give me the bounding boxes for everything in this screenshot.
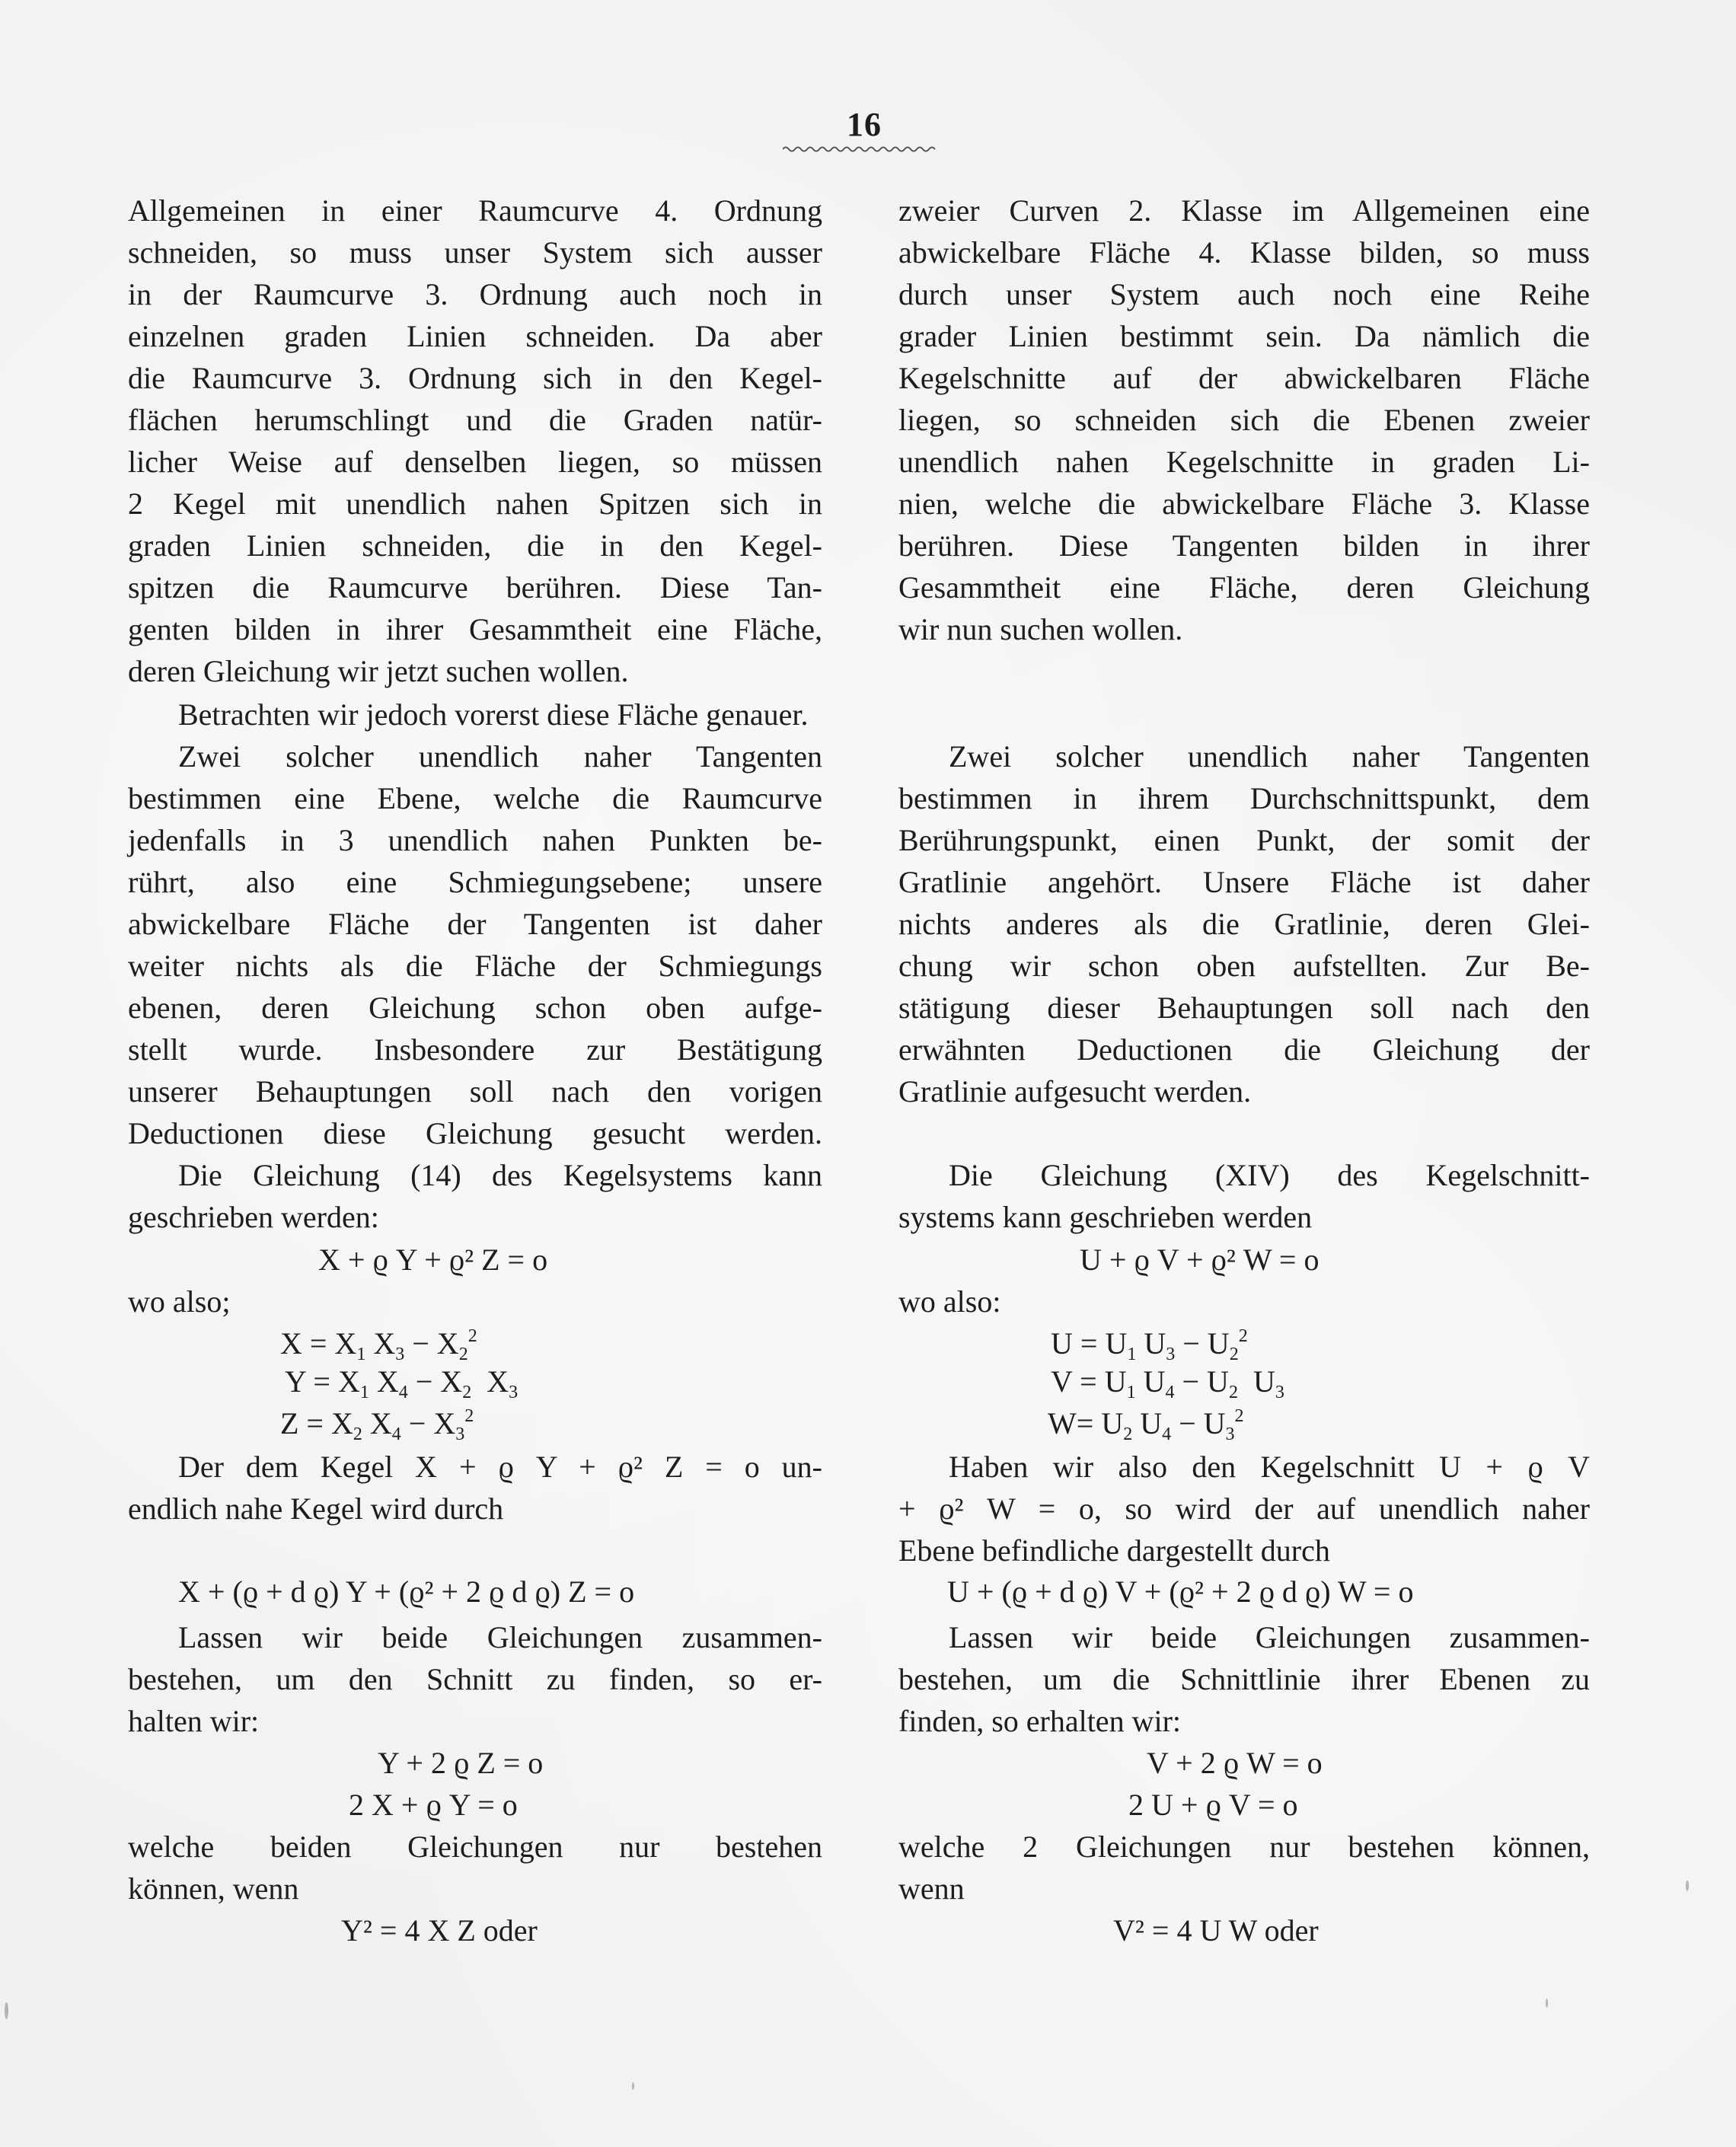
page-number: 16 bbox=[847, 106, 882, 143]
equation-system-2: 2 X + ϱ Y = o bbox=[349, 1788, 518, 1822]
text-line: bestehen, um die Schnittlinie ihrer Ebenen zu bbox=[898, 1662, 1590, 1696]
text-line: wo also; bbox=[128, 1284, 231, 1319]
text-line: Zwei solcher unendlich naher Tangenten bbox=[949, 739, 1590, 774]
text-line: grader Linien bestimmt sein. Da nämlich die bbox=[898, 319, 1590, 353]
equation-system-2: 2 U + ϱ V = o bbox=[1128, 1788, 1298, 1822]
text-line: Lassen wir beide Gleichungen zusammen- bbox=[949, 1620, 1590, 1654]
text-line: die Raumcurve 3. Ordnung sich in den Kegel- bbox=[128, 361, 822, 395]
text-line: spitzen die Raumcurve berühren. Diese Tan- bbox=[128, 570, 822, 605]
text-line: unendlich nahen Kegelschnitte in graden Li- bbox=[898, 445, 1590, 479]
text-line: Kegelschnitte auf der abwickelbaren Fläche bbox=[898, 361, 1590, 395]
text-line: können, wenn bbox=[128, 1871, 299, 1906]
text-line: welche beiden Gleichungen nur bestehen bbox=[128, 1830, 822, 1864]
text-line: welche 2 Gleichungen nur bestehen können, bbox=[898, 1830, 1590, 1864]
text-line: nichts anderes als die Gratlinie, deren Glei- bbox=[898, 907, 1590, 941]
text-line: in der Raumcurve 3. Ordnung auch noch in bbox=[128, 277, 822, 311]
text-line: finden, so erhalten wir: bbox=[898, 1704, 1181, 1738]
equation-neighbor: U + (ϱ + d ϱ) V + (ϱ² + 2 ϱ d ϱ) W = o bbox=[947, 1574, 1414, 1609]
text-line: halten wir: bbox=[128, 1704, 260, 1738]
text-line: stätigung dieser Behauptungen soll nach den bbox=[898, 991, 1590, 1025]
text-line: bestehen, um den Schnitt zu finden, so er- bbox=[128, 1662, 822, 1696]
text-line: liegen, so schneiden sich die Ebenen zweier bbox=[898, 403, 1590, 437]
text-line: flächen herumschlingt und die Graden natür- bbox=[128, 403, 822, 437]
text-line: weiter nichts als die Fläche der Schmiegungs bbox=[128, 949, 822, 983]
text-line: ebenen, deren Gleichung schon oben aufge- bbox=[128, 991, 822, 1025]
text-line: durch unser System auch noch eine Reihe bbox=[898, 277, 1590, 311]
text-line: graden Linien schneiden, die in den Kegel- bbox=[128, 528, 822, 563]
text-line: Die Gleichung (14) des Kegelsystems kann bbox=[178, 1158, 822, 1192]
equation-def-y: $Y = X_1$ $X_4 - X_2$ $X_3$ bbox=[285, 1364, 519, 1402]
equation-main: X + ϱ Y + ϱ² Z = o bbox=[318, 1243, 548, 1277]
text-line: berühren. Diese Tangenten bilden in ihrer bbox=[898, 528, 1590, 563]
equation-def-w: $W= U_2$ $U_4 - U_3^2$ bbox=[1048, 1406, 1244, 1444]
equation-neighbor: X + (ϱ + d ϱ) Y + (ϱ² + 2 ϱ d ϱ) Z = o bbox=[178, 1574, 635, 1609]
equation-def-x: $X = X_1$ $X_3 - X_2^2$ bbox=[280, 1326, 477, 1364]
text-line: endlich nahe Kegel wird durch bbox=[128, 1491, 504, 1526]
text-line: Haben wir also den Kegelschnitt U + ϱ V bbox=[949, 1450, 1590, 1484]
text-line: genten bilden in ihrer Gesammtheit eine Fläche, bbox=[128, 612, 822, 646]
text-line: Gratlinie angehört. Unsere Fläche ist daher bbox=[898, 865, 1590, 899]
text-line: Deductionen diese Gleichung gesucht werden. bbox=[128, 1116, 822, 1150]
equation-def-v: $V = U_1$ $U_4 - U_2$ $U_3$ bbox=[1051, 1364, 1284, 1402]
text-line: Lassen wir beide Gleichungen zusammen- bbox=[178, 1620, 822, 1654]
text-line: systems kann geschrieben werden bbox=[898, 1200, 1313, 1234]
equation-def-z: $Z = X_2$ $X_4 - X_3^2$ bbox=[280, 1406, 474, 1444]
text-line: deren Gleichung wir jetzt suchen wollen. bbox=[128, 654, 629, 688]
scan-speck bbox=[632, 2082, 634, 2090]
text-line: geschrieben werden: bbox=[128, 1200, 379, 1234]
equation-system-1: V + 2 ϱ W = o bbox=[1147, 1746, 1323, 1780]
text-line: rührt, also eine Schmiegungsebene; unsere bbox=[128, 865, 822, 899]
wavy-rule-ornament bbox=[783, 145, 938, 154]
text-line: stellt wurde. Insbesondere zur Bestätigung bbox=[128, 1032, 822, 1067]
text-line: Der dem Kegel X + ϱ Y + ϱ² Z = o un- bbox=[178, 1450, 822, 1484]
equation-result: Y² = 4 X Z oder bbox=[341, 1913, 538, 1948]
text-line: Allgemeinen in einer Raumcurve 4. Ordnung bbox=[128, 193, 822, 228]
equation-result: V² = 4 U W oder bbox=[1113, 1913, 1319, 1948]
equation-def-u: $U = U_1$ $U_3 - U_2^2$ bbox=[1051, 1326, 1248, 1364]
text-line: abwickelbare Fläche der Tangenten ist daher bbox=[128, 907, 822, 941]
text-line: bestimmen in ihrem Durchschnittspunkt, dem bbox=[898, 781, 1590, 815]
text-line: schneiden, so muss unser System sich ausser bbox=[128, 235, 822, 270]
text-line: Zwei solcher unendlich naher Tangenten bbox=[178, 739, 822, 774]
text-line: wo also: bbox=[898, 1284, 1001, 1319]
text-line: jedenfalls in 3 unendlich nahen Punkten be- bbox=[128, 823, 822, 857]
equation-system-1: Y + 2 ϱ Z = o bbox=[378, 1746, 544, 1780]
text-line: chung wir schon oben aufstellten. Zur Be- bbox=[898, 949, 1590, 983]
text-line: bestimmen eine Ebene, welche die Raumcurve bbox=[128, 781, 822, 815]
text-line: zweier Curven 2. Klasse im Allgemeinen eine bbox=[898, 193, 1590, 228]
text-line: wir nun suchen wollen. bbox=[898, 612, 1183, 646]
text-line: + ϱ² W = o, so wird der auf unendlich naher bbox=[898, 1491, 1590, 1526]
scan-speck bbox=[1686, 1881, 1689, 1891]
text-line: Gesammtheit eine Fläche, deren Gleichung bbox=[898, 570, 1590, 605]
text-line: 2 Kegel mit unendlich nahen Spitzen sich in bbox=[128, 487, 822, 521]
spanning-text-line: Betrachten wir jedoch vorerst diese Fläche genauer. bbox=[178, 697, 809, 732]
equation-main: U + ϱ V + ϱ² W = o bbox=[1080, 1243, 1320, 1277]
text-line: Gratlinie aufgesucht werden. bbox=[898, 1074, 1252, 1109]
text-line: Ebene befindliche dargestellt durch bbox=[898, 1533, 1330, 1568]
text-line: licher Weise auf denselben liegen, so müssen bbox=[128, 445, 822, 479]
text-line: einzelnen graden Linien schneiden. Da aber bbox=[128, 319, 822, 353]
scan-speck bbox=[1546, 1999, 1548, 2008]
scan-speck bbox=[5, 2002, 8, 2019]
text-line: erwähnten Deductionen die Gleichung der bbox=[898, 1032, 1590, 1067]
text-line: Die Gleichung (XIV) des Kegelschnitt- bbox=[949, 1158, 1590, 1192]
text-line: wenn bbox=[898, 1871, 965, 1906]
text-line: Berührungspunkt, einen Punkt, der somit der bbox=[898, 823, 1590, 857]
text-line: nien, welche die abwickelbare Fläche 3. Klasse bbox=[898, 487, 1590, 521]
text-line: abwickelbare Fläche 4. Klasse bilden, so muss bbox=[898, 235, 1590, 270]
text-line: unserer Behauptungen soll nach den vorigen bbox=[128, 1074, 822, 1109]
